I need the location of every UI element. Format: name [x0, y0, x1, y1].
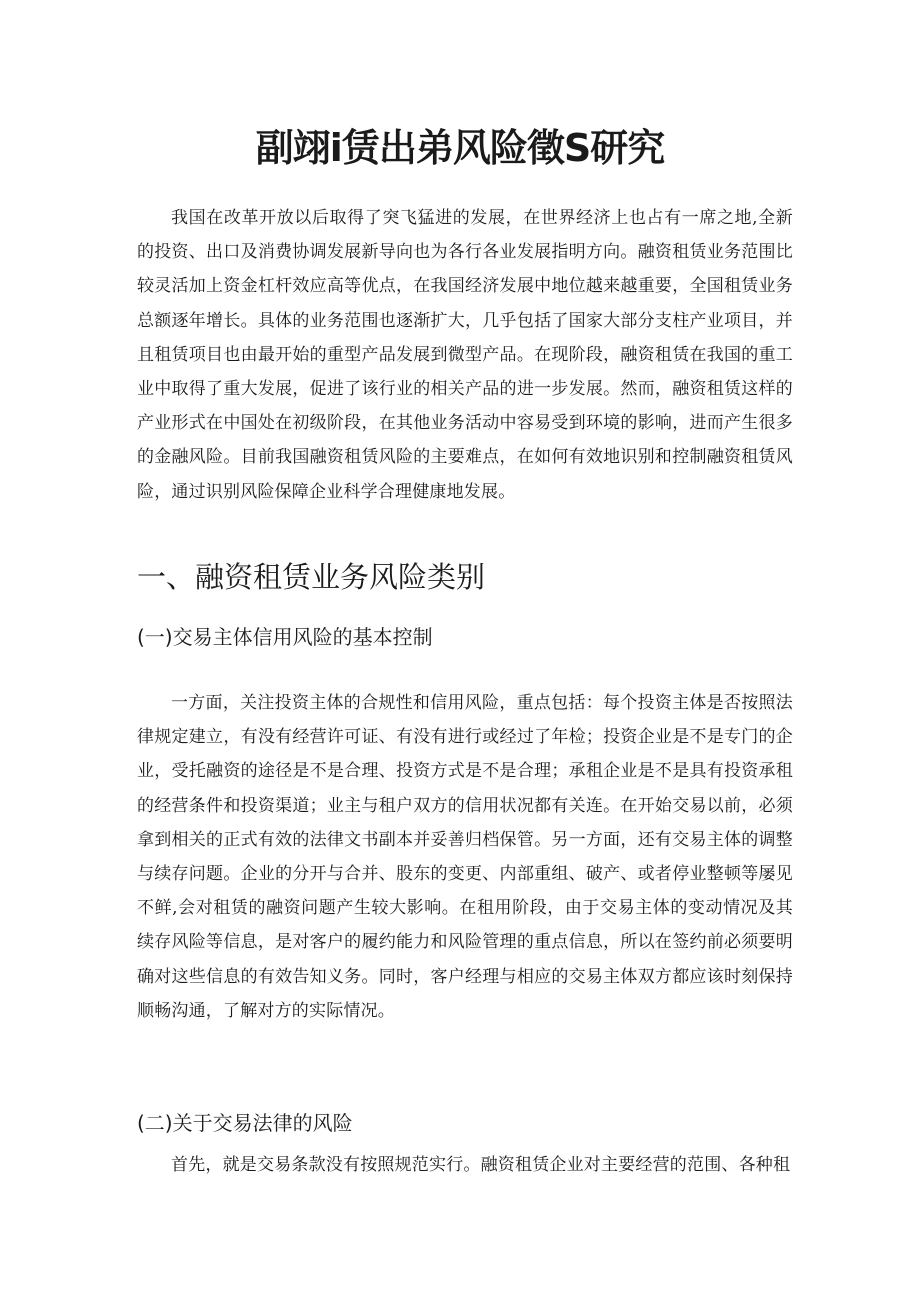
intro-paragraph: 我国在改革开放以后取得了突飞猛进的发展，在世界经济上也占有一席之地,全新的投资、出口及消费协调发展新导向也为各行各业发展指明方向。融资租赁业务范围比较灵活加上资金杠杆效应高等优点，在我国经济发展中地位越来越重要，全国租赁业务总额逐年增长。具体的业务范围也逐渐扩大，几乎包括了国家大部分支柱产业项目，并且租赁项目也由最开始的重型产品发展到微型产品。在现阶段，融资租赁在我国的重工业中取得了重大发展，促进了该行业的相关产品的进一步发展。然而，融资租赁这样的产业形式在中国处在初级阶段，在其他业务活动中容易受到环境的影响，进而产生很多的金融风险。目前我国融资租赁风险的主要难点，在如何有效地识别和控制融资租赁风险，通过识别风险保障企业科学合理健康地发展。 [137, 208, 793, 502]
document-title: 副翊i赁出弟风险徵S研究 [255, 126, 665, 170]
section-heading-risk-categories: 一、融资租赁业务风险类别 [137, 560, 486, 594]
subsection-heading-credit-risk: (一)交易主体信用风险的基本控制 [137, 625, 433, 649]
credit-risk-paragraph: 一方面，关注投资主体的合规性和信用风险，重点包括：每个投资主体是否按照法律规定建立，有没有经营许可证、有没有进行或经过了年检；投资企业是不是专门的企业，受托融资的途径是不是合理、投资方式是不是合理；承租企业是不是具有投资承租的经营条件和投资渠道；业主与租户双方的信用状况都有关连。在开始交易以前，必须拿到相关的正式有效的法律文书副本并妥善归档保管。另一方面，还有交易主体的调整与续存问题。企业的分开与合并、股东的变更、内部重组、破产、或者停业整顿等屡见不鲜,会对租赁的融资问题产生较大影响。在租用阶段，由于交易主体的变动情况及其续存风险等信息，是对客户的履约能力和风险管理的重点信息，所以在签约前必须要明确对这些信息的有效告知义务。同时，客户经理与相应的交易主体双方都应该时刻保持顺畅沟通，了解对方的实际情况。 [137, 693, 793, 1021]
legal-risk-paragraph: 首先，就是交易条款没有按照规范实行。融资租赁企业对主要经营的范围、各种租 [171, 1155, 791, 1175]
subsection-heading-legal-risk: (二)关于交易法律的风险 [137, 1111, 353, 1135]
